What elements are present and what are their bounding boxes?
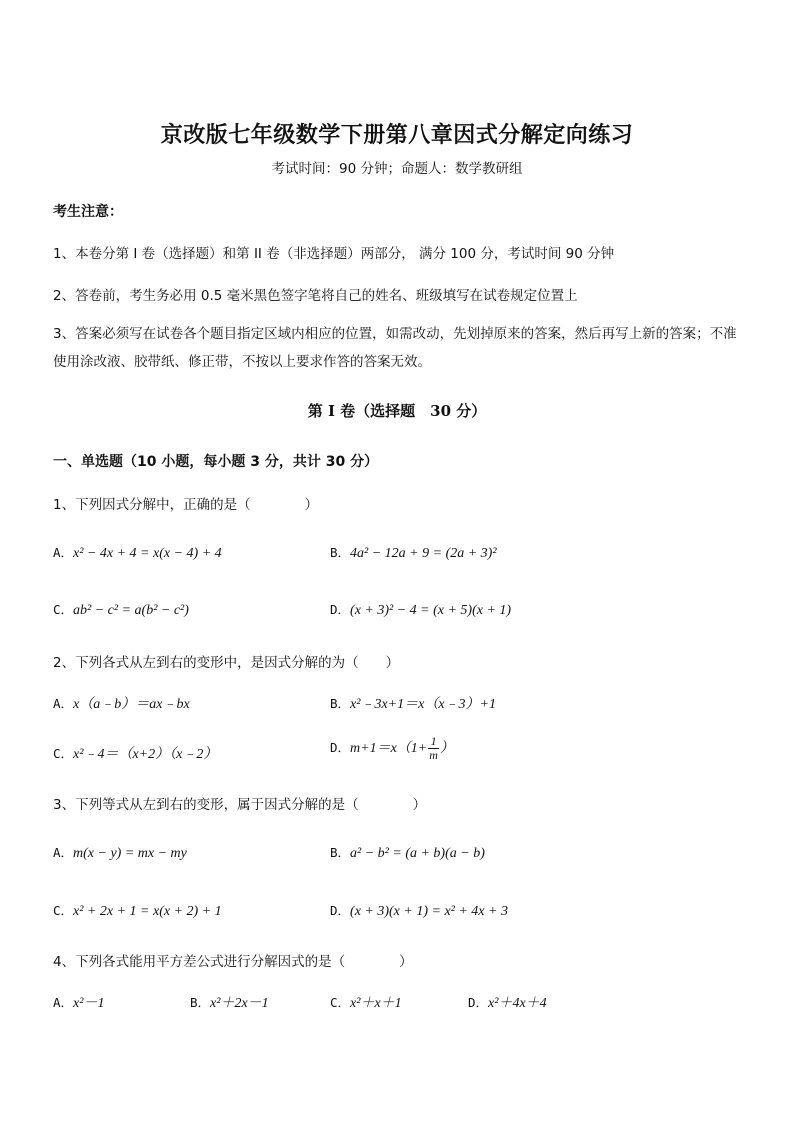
option-expression-prefix: m+1＝x（1+: [350, 741, 428, 756]
option-expression: x²＋x＋1: [350, 996, 402, 1011]
question-4-option-a: [53, 992, 104, 1012]
option-label: A．: [53, 995, 74, 1010]
notice-heading: 考生注意：: [53, 204, 123, 220]
question-3-stem: 3、下列等式从左到右的变形，属于因式分解的是（ ）: [53, 797, 427, 813]
option-expression: 4a² − 12a + 9 = (2a + 3)²: [350, 546, 497, 561]
question-2-option-a: [53, 693, 190, 713]
option-label: A．: [53, 845, 74, 860]
notice-item: 1、本卷分第 I 卷（选择题）和第 II 卷（非选择题）两部分， 满分 100 分，考试时间 90 分钟: [53, 246, 615, 262]
option-expression: (x + 3)² − 4 = (x + 5)(x + 1): [350, 603, 512, 618]
notice-item: 3、答案必须写在试卷各个题目指定区域内相应的位置，如需改动，先划掉原来的答案，然后再写上新的答案；不准使用涂改液、胶带纸、修正带，不按以上要求作答的答案无效。: [53, 326, 737, 370]
option-label: D．: [330, 740, 351, 755]
option-expression: m(x − y) = mx − my: [73, 846, 187, 861]
question-3-option-d: [330, 901, 508, 920]
question-1-stem: 1、下列因式分解中，正确的是（ ）: [53, 497, 319, 513]
exam-info: 考试时间：90 分钟；命题人：数学教研组: [271, 161, 523, 177]
option-label: A．: [53, 696, 74, 711]
option-expression: ab² − c² = a(b² − c²): [73, 603, 189, 618]
option-expression-suffix: ）: [439, 741, 454, 756]
question-4-option-c: [330, 992, 402, 1012]
fraction-numerator: 1: [428, 735, 439, 749]
notice-item: 2、答卷前，考生务必用 0.5 毫米黑色签字笔将自己的姓名、班级填写在试卷规定位置上: [53, 288, 578, 304]
option-label: C．: [53, 602, 74, 617]
question-4-stem: 4、下列各式能用平方差公式进行分解因式的是（ ）: [53, 954, 413, 970]
question-2-option-c: [53, 743, 217, 763]
option-expression: x²－1: [73, 996, 105, 1011]
option-label: A．: [53, 545, 74, 560]
page-title: 京改版七年级数学下册第八章因式分解定向练习: [160, 122, 634, 148]
option-label: D．: [330, 602, 351, 617]
option-expression: x²﹣4＝（x+2）（x﹣2）: [73, 747, 218, 762]
option-expression: a² − b² = (a + b)(a − b): [350, 846, 485, 861]
question-4-option-b: [190, 992, 269, 1012]
question-1-option-c: [53, 600, 189, 619]
option-label: C．: [53, 746, 74, 761]
question-3-option-c: [53, 901, 222, 920]
question-1-option-b: [330, 543, 497, 562]
option-expression: (x + 3)(x + 1) = x² + 4x + 3: [350, 904, 508, 919]
option-label: C．: [53, 903, 74, 918]
part-title: 第 I 卷（选择题 30 分）: [307, 402, 487, 420]
question-1-option-a: [53, 543, 222, 562]
fraction: [428, 735, 439, 762]
option-expression: x² + 2x + 1 = x(x + 2) + 1: [73, 904, 222, 919]
option-expression: x²＋2x－1: [210, 996, 269, 1011]
question-1-option-d: [330, 600, 511, 619]
fraction-denominator: m: [429, 748, 438, 762]
option-expression: x² − 4x + 4 = x(x − 4) + 4: [73, 546, 222, 561]
question-2-stem: 2、下列各式从左到右的变形中，是因式分解的为（ ）: [53, 655, 400, 671]
option-expression: x（a﹣b）＝ax﹣bx: [73, 697, 190, 712]
option-label: D．: [468, 995, 489, 1010]
option-label: C．: [330, 995, 351, 1010]
question-3-option-b: [330, 843, 485, 862]
option-label: B．: [330, 845, 351, 860]
section-title: 一、单选题（10 小题，每小题 3 分，共计 30 分）: [53, 454, 379, 470]
option-label: D．: [330, 903, 351, 918]
option-label: B．: [330, 545, 351, 560]
option-expression: x²＋4x＋4: [488, 996, 547, 1011]
option-label: B．: [190, 995, 211, 1010]
question-3-option-a: [53, 843, 187, 862]
question-2-option-b: [330, 693, 496, 713]
option-label: B．: [330, 696, 351, 711]
question-2-option-d: [330, 735, 454, 762]
question-4-option-d: [468, 992, 547, 1012]
option-expression: x²﹣3x+1＝x（x﹣3）+1: [350, 697, 496, 712]
